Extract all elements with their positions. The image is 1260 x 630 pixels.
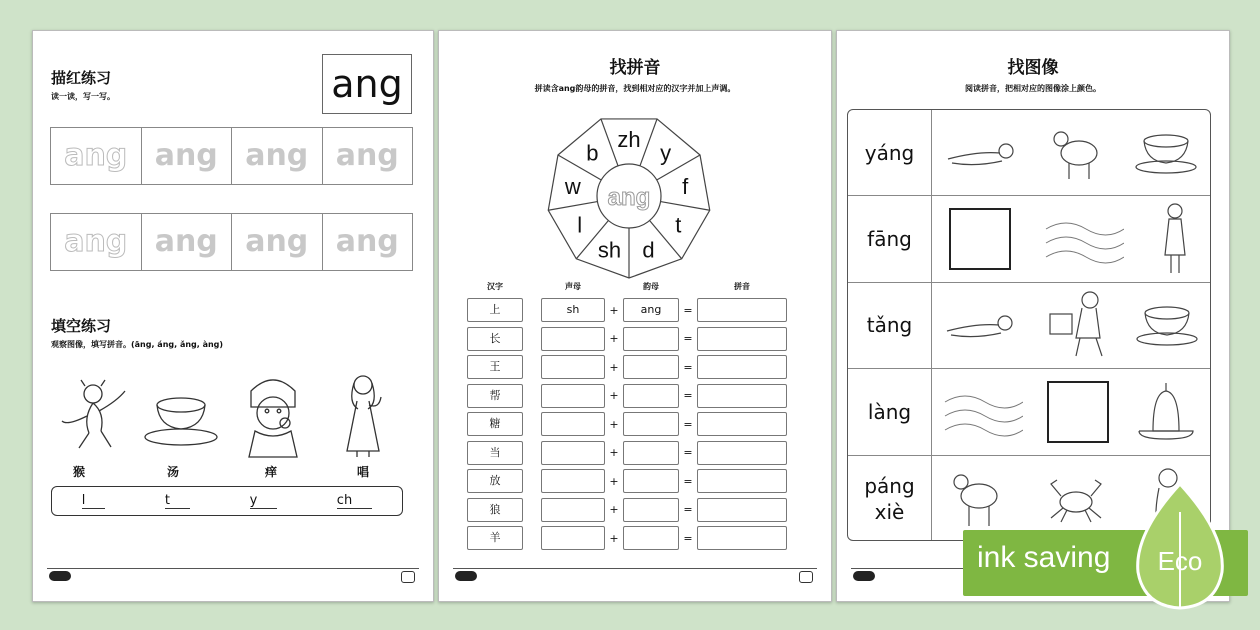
- blank-field[interactable]: l: [82, 493, 106, 509]
- pinyin-word: páng xiè: [848, 456, 932, 541]
- picture-label: 汤: [167, 465, 180, 479]
- table-row: [848, 196, 1210, 282]
- brand-logo-icon: [49, 571, 71, 581]
- table-row: [467, 353, 807, 382]
- plus-sign: +: [609, 474, 619, 488]
- picture-match-grid: [847, 109, 1211, 541]
- pinyin-input[interactable]: [697, 526, 787, 550]
- equals-sign: =: [683, 332, 693, 346]
- pinyin-word: yáng: [848, 110, 932, 195]
- soup-bowl-image: [141, 391, 221, 451]
- footer-emblem-icon: [799, 571, 813, 583]
- waves-image[interactable]: [1044, 209, 1124, 269]
- final-input[interactable]: [623, 469, 679, 493]
- wheel-letter: b: [586, 140, 599, 166]
- wheel-letter: y: [660, 140, 672, 166]
- image-options: [932, 369, 1210, 454]
- pinyin-input[interactable]: [697, 327, 787, 351]
- page1-section2-subtitle: 观察图像，填写拼音。(āng, áng, ǎng, àng): [51, 340, 224, 349]
- plus-sign: +: [609, 531, 619, 545]
- table-row: [467, 496, 807, 525]
- wheel-letter: l: [577, 212, 583, 238]
- hanzi-cell: 放: [467, 469, 523, 493]
- waves-image[interactable]: [943, 382, 1023, 442]
- trace-cell: ang: [322, 213, 414, 271]
- pinyin-input[interactable]: [697, 384, 787, 408]
- image-options: [932, 196, 1210, 281]
- initial-input[interactable]: sh: [541, 298, 605, 322]
- wheel-letter: t: [675, 212, 682, 238]
- hanzi-cell: 王: [467, 355, 523, 379]
- eco-leaf-icon: [1130, 482, 1230, 612]
- header-final: 韵母: [643, 282, 659, 291]
- singing-girl-image: [333, 371, 393, 461]
- page1-title: 描红练习: [51, 69, 112, 87]
- lamb-image[interactable]: [1049, 123, 1109, 183]
- trace-cell: ang: [141, 127, 233, 185]
- final-input[interactable]: [623, 498, 679, 522]
- equals-sign: =: [683, 531, 693, 545]
- hanzi-cell: 狼: [467, 498, 523, 522]
- equals-sign: =: [683, 389, 693, 403]
- header-pinyin: 拼音: [734, 282, 750, 291]
- trace-row-2: [51, 213, 413, 271]
- table-row: [467, 439, 807, 468]
- blank-field[interactable]: t: [165, 493, 190, 509]
- brand-logo-icon: [455, 571, 477, 581]
- header-initial: 声母: [565, 282, 581, 291]
- initial-input[interactable]: [541, 327, 605, 351]
- trace-cell: ang: [231, 213, 323, 271]
- bell-image[interactable]: [1133, 379, 1199, 445]
- header-hanzi: 汉字: [487, 282, 503, 291]
- lying-figure-image[interactable]: [944, 133, 1024, 173]
- table-row: [467, 524, 807, 553]
- pinyin-input[interactable]: [697, 298, 787, 322]
- wheel-divider: [601, 119, 618, 166]
- ink-saving-text: ink saving: [977, 541, 1111, 574]
- wheel-letter: f: [682, 174, 689, 200]
- blank-field[interactable]: ch: [337, 493, 372, 509]
- initial-input[interactable]: [541, 412, 605, 436]
- final-input[interactable]: [623, 412, 679, 436]
- initial-input[interactable]: [541, 526, 605, 550]
- plus-sign: +: [609, 446, 619, 460]
- equals-sign: =: [683, 417, 693, 431]
- hanzi-cell: 长: [467, 327, 523, 351]
- monkey-image: [55, 376, 135, 456]
- pinyin-input[interactable]: [697, 412, 787, 436]
- table-row: [467, 296, 807, 325]
- equals-sign: =: [683, 503, 693, 517]
- picture-label: 痒: [265, 465, 278, 479]
- pinyin-input[interactable]: [697, 498, 787, 522]
- trace-cell: ang: [322, 127, 414, 185]
- page-footer: [453, 568, 817, 569]
- equals-sign: =: [683, 474, 693, 488]
- plus-sign: +: [609, 303, 619, 317]
- lying-figure-image[interactable]: [943, 305, 1023, 345]
- wheel-divider: [548, 202, 597, 211]
- plus-sign: +: [609, 503, 619, 517]
- worksheet-page-1: [32, 30, 434, 602]
- teacup-image[interactable]: [1135, 303, 1199, 347]
- final-input[interactable]: [623, 327, 679, 351]
- page1-section2-title: 填空练习: [51, 317, 112, 335]
- page2-subtitle: 拼读含ang韵母的拼音，找到相对应的汉字并加上声调。: [534, 84, 736, 93]
- trace-cell: ang: [141, 213, 233, 271]
- wheel-letter: w: [564, 174, 581, 200]
- table-row: [848, 110, 1210, 196]
- hanzi-cell: 当: [467, 441, 523, 465]
- big-final-box: ang: [322, 54, 412, 114]
- image-options: [932, 110, 1210, 195]
- worksheet-page-2: [438, 30, 832, 602]
- page3-subtitle: 阅读拼音，把相对应的图像涂上颜色。: [965, 84, 1101, 93]
- wheel-letter: sh: [597, 237, 622, 263]
- pinyin-word: làng: [848, 369, 932, 454]
- teacup-image[interactable]: [1134, 131, 1198, 175]
- table-row: [467, 382, 807, 411]
- square-image[interactable]: [947, 206, 1013, 272]
- image-options: [932, 283, 1210, 368]
- pinyin-word: tǎng: [848, 283, 932, 368]
- equals-sign: =: [683, 446, 693, 460]
- pinyin-input[interactable]: [697, 441, 787, 465]
- plus-sign: +: [609, 417, 619, 431]
- table-header: [467, 281, 807, 292]
- initial-input[interactable]: [541, 498, 605, 522]
- hanzi-cell: 羊: [467, 526, 523, 550]
- trace-cell: ang: [50, 127, 142, 185]
- final-input[interactable]: ang: [623, 298, 679, 322]
- figure-with-box-image[interactable]: [1046, 290, 1112, 360]
- table-row: [467, 410, 807, 439]
- table-row: [467, 467, 807, 496]
- trace-row-1: [51, 127, 413, 185]
- final-input[interactable]: [623, 441, 679, 465]
- plus-sign: +: [609, 389, 619, 403]
- trace-cell: ang: [231, 127, 323, 185]
- picture-label: 猴: [73, 465, 86, 479]
- table-row: [467, 325, 807, 354]
- wheel-divider: [661, 202, 710, 211]
- pinyin-input[interactable]: [697, 355, 787, 379]
- square-image[interactable]: [1045, 379, 1111, 445]
- phonics-wheel: [537, 113, 721, 279]
- pinyin-word: fāng: [848, 196, 932, 281]
- fill-in-blank-bar: [51, 486, 403, 516]
- plus-sign: +: [609, 332, 619, 346]
- equals-sign: =: [683, 303, 693, 317]
- picture-label: 唱: [357, 465, 370, 479]
- brand-logo-icon: [853, 571, 875, 581]
- initial-input[interactable]: [541, 355, 605, 379]
- lamb-image[interactable]: [949, 466, 1009, 532]
- hanzi-cell: 糖: [467, 412, 523, 436]
- final-input[interactable]: [623, 384, 679, 408]
- standing-figure-image[interactable]: [1155, 201, 1195, 277]
- hanzi-cell: 帮: [467, 384, 523, 408]
- wheel-letter: zh: [617, 127, 641, 152]
- hanzi-cell: 上: [467, 298, 523, 322]
- final-input[interactable]: [623, 355, 679, 379]
- eco-label: Eco: [1157, 546, 1203, 576]
- final-input[interactable]: [623, 526, 679, 550]
- page3-title: 找图像: [1007, 58, 1059, 78]
- wheel-letter: d: [642, 237, 655, 263]
- equals-sign: =: [683, 360, 693, 374]
- page1-subtitle: 读一读，写一写。: [51, 92, 115, 101]
- table-row: [848, 283, 1210, 369]
- initial-input[interactable]: [541, 384, 605, 408]
- crab-image[interactable]: [1043, 474, 1109, 524]
- pinyin-input[interactable]: [697, 469, 787, 493]
- pinyin-table: [467, 281, 807, 553]
- wheel-center-text: ang: [607, 184, 651, 211]
- initial-input[interactable]: [541, 441, 605, 465]
- table-row: [848, 369, 1210, 455]
- plus-sign: +: [609, 360, 619, 374]
- footer-emblem-icon: [401, 571, 415, 583]
- trace-cell: ang: [50, 213, 142, 271]
- initial-input[interactable]: [541, 469, 605, 493]
- girl-image: [233, 371, 313, 461]
- page-footer: [47, 568, 419, 569]
- blank-field[interactable]: y: [250, 493, 278, 509]
- page2-title: 找拼音: [609, 58, 661, 78]
- wheel-divider: [640, 119, 657, 166]
